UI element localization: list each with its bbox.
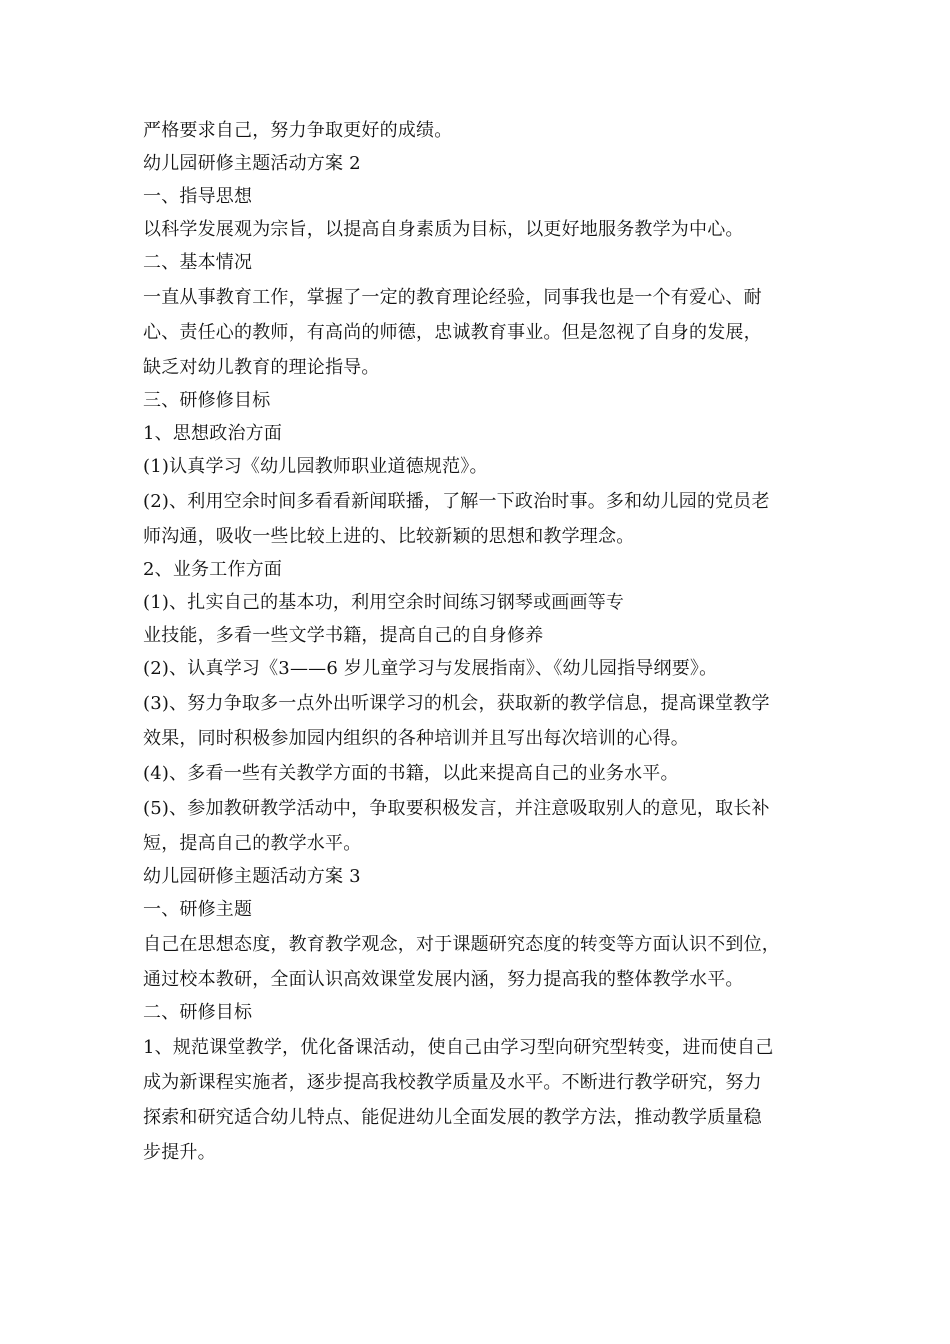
text-line: 效果，同时积极参加园内组织的各种培训并且写出每次培训的心得。	[143, 728, 689, 749]
text-line: 以科学发展观为宗旨，以提高自身素质为目标，以更好地服务教学为中心。	[143, 219, 744, 240]
text-line: (1)认真学习《幼儿园教师职业道德规范》。	[143, 456, 488, 477]
text-line: 缺乏对幼儿教育的理论指导。	[143, 357, 380, 378]
text-line: (2)、利用空余时间多看看新闻联播，了解一下政治时事。多和幼儿园的党员老	[143, 491, 770, 512]
section-title: 幼儿园研修主题活动方案 2	[143, 153, 361, 174]
document-page	[143, 121, 833, 1163]
text-line: 自己在思想态度，教育教学观念，对于课题研究态度的转变等方面认识不到位，	[143, 934, 780, 955]
text-line: 探索和研究适合幼儿特点、能促进幼儿全面发展的教学方法，推动教学质量稳	[143, 1107, 762, 1128]
heading: 一、研修主题	[143, 899, 253, 920]
text-line: 步提升。	[143, 1142, 216, 1163]
text-line: 成为新课程实施者，逐步提高我校教学质量及水平。不断进行教学研究，努力	[143, 1072, 762, 1093]
text-line: 一直从事教育工作，掌握了一定的教育理论经验，同事我也是一个有爱心、耐	[143, 287, 762, 308]
text-line: 师沟通，吸收一些比较上进的、比较新颖的思想和教学理念。	[143, 526, 635, 547]
text-line: (4)、多看一些有关教学方面的书籍，以此来提高自己的业务水平。	[143, 763, 679, 784]
section-title: 幼儿园研修主题活动方案 3	[143, 866, 361, 887]
text-line: (2)、认真学习《3——6 岁儿童学习与发展指南》、《幼儿园指导纲要》。	[143, 658, 718, 679]
subheading: 2、业务工作方面	[143, 559, 283, 580]
text-line: 心、责任心的教师，有高尚的师德，忠诚教育事业。但是忽视了自身的发展，	[143, 322, 762, 343]
heading: 二、基本情况	[143, 252, 253, 273]
text-line: 通过校本教研，全面认识高效课堂发展内涵，努力提高我的整体教学水平。	[143, 969, 744, 990]
heading: 二、研修目标	[143, 1002, 253, 1023]
text-line: 业技能，多看一些文学书籍，提高自己的自身修养	[143, 625, 544, 646]
heading: 三、研修修目标	[143, 390, 271, 411]
text-line: 短，提高自己的教学水平。	[143, 833, 362, 854]
text-line: (1)、扎实自己的基本功，利用空余时间练习钢琴或画画等专	[143, 592, 625, 613]
text-line: (3)、努力争取多一点外出听课学习的机会，获取新的教学信息，提高课堂教学	[143, 693, 770, 714]
text-line: (5)、参加教研教学活动中，争取要积极发言，并注意吸取别人的意见，取长补	[143, 798, 770, 819]
text-line: 1、规范课堂教学，优化备课活动，使自己由学习型向研究型转变，进而使自己	[143, 1037, 774, 1058]
subheading: 1、思想政治方面	[143, 423, 283, 444]
heading: 一、指导思想	[143, 186, 253, 207]
text-line: 严格要求自己，努力争取更好的成绩。	[143, 120, 453, 141]
